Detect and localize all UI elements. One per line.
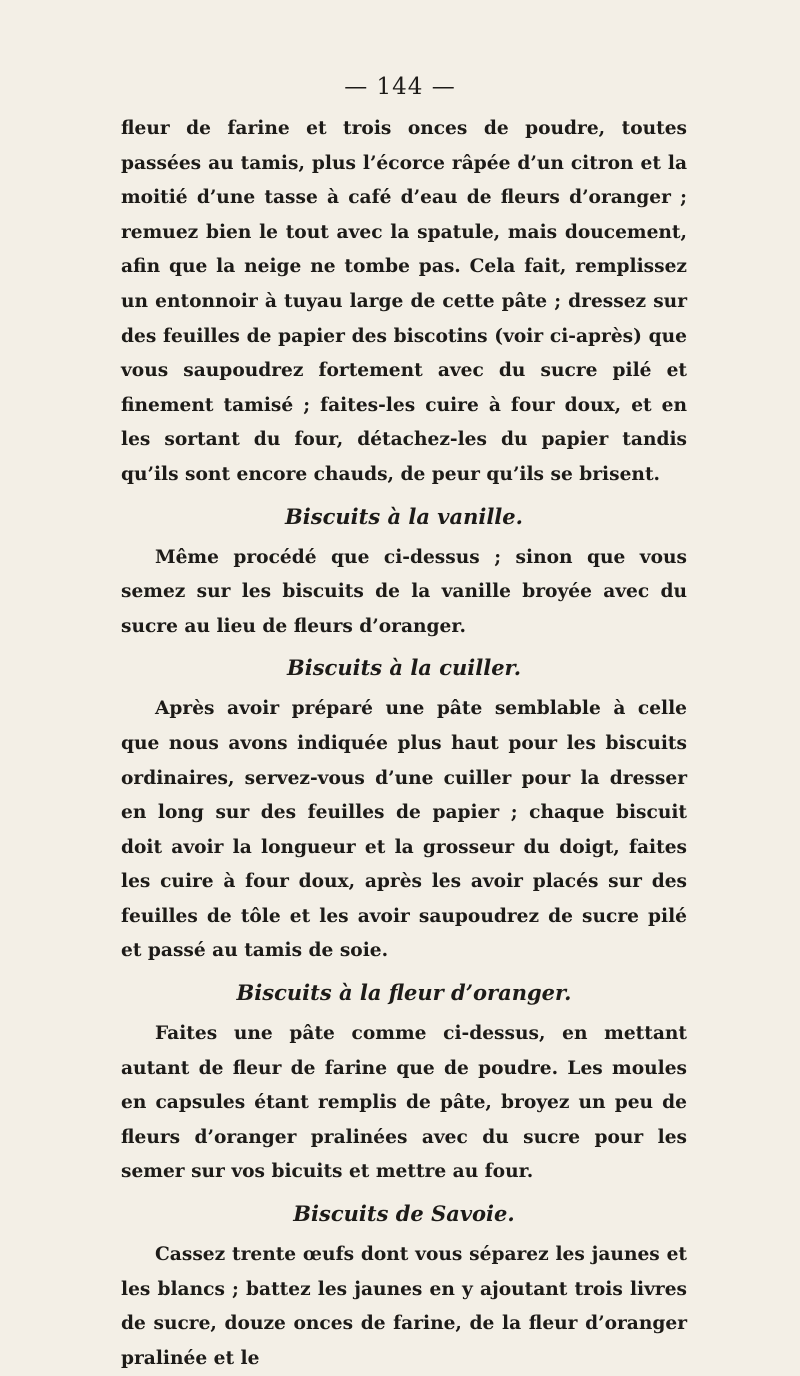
- paragraph-biscuits-savoie: Cassez trente œufs dont vous séparez les jaunes et les blancs ; battez les jaunes en y ajoutant trois livres de sucre, douze onces de farine, de la fleur d’oranger pralinée et le: [121, 1244, 687, 1369]
- paragraph-biscuits-fleur-oranger: Faites une pâte comme ci-dessus, en mettant autant de fleur de farine que de poudre. Les moules en capsules étant remplis de pâte, broyez un peu de fleurs d’oranger pralinées avec du sucre pour les semer sur vos bicuits et mettre au four.: [121, 1023, 687, 1183]
- page-number: — 144 —: [344, 74, 456, 100]
- heading-biscuits-fleur-oranger: Biscuits à la fleur d’oranger.: [236, 980, 572, 1006]
- paragraph-biscuits-cuiller: Après avoir préparé une pâte semblable à celle que nous avons indiquée plus haut pour les biscuits ordinaires, servez-vous d’une cuiller pour la dresser en long sur des feuilles de papier ; chaque biscuit doit avoir la longueur et la grosseur du doigt, faites les cuire à four doux, après les avoir placés sur des feuilles de tôle et les avoir saupoudrez de sucre pilé et passé au tamis de soie.: [121, 698, 687, 962]
- heading-biscuits-savoie: Biscuits de Savoie.: [293, 1201, 515, 1227]
- paragraph-intro: fleur de farine et trois onces de poudre, toutes passées au tamis, plus l’écorce râpée d’un citron et la moitié d’une tasse à café d’eau de fleurs d’oranger ; remuez bien le tout avec la spatule, mais doucement, afin que la neige ne tombe pas. Cela fait, remplissez un entonnoir à tuyau large de cette pâte ; dressez sur des feuilles de papier des biscotins (voir ci-après) que vous saupoudrez fortement avec du sucre pilé et finement tamisé ; faites-les cuire à four doux, et en les sortant du four, détachez-les du papier tandis qu’ils sont encore chauds, de peur qu’ils se brisent.: [121, 118, 687, 485]
- heading-biscuits-cuiller: Biscuits à la cuiller.: [286, 655, 522, 681]
- paragraph-biscuits-vanille: Même procédé que ci-dessus ; sinon que vous semez sur les biscuits de la vanille broyée avec du sucre au lieu de fleurs d’oranger.: [121, 546, 687, 637]
- page-content: [121, 112, 687, 1376]
- heading-biscuits-vanille: Biscuits à la vanille.: [285, 503, 523, 529]
